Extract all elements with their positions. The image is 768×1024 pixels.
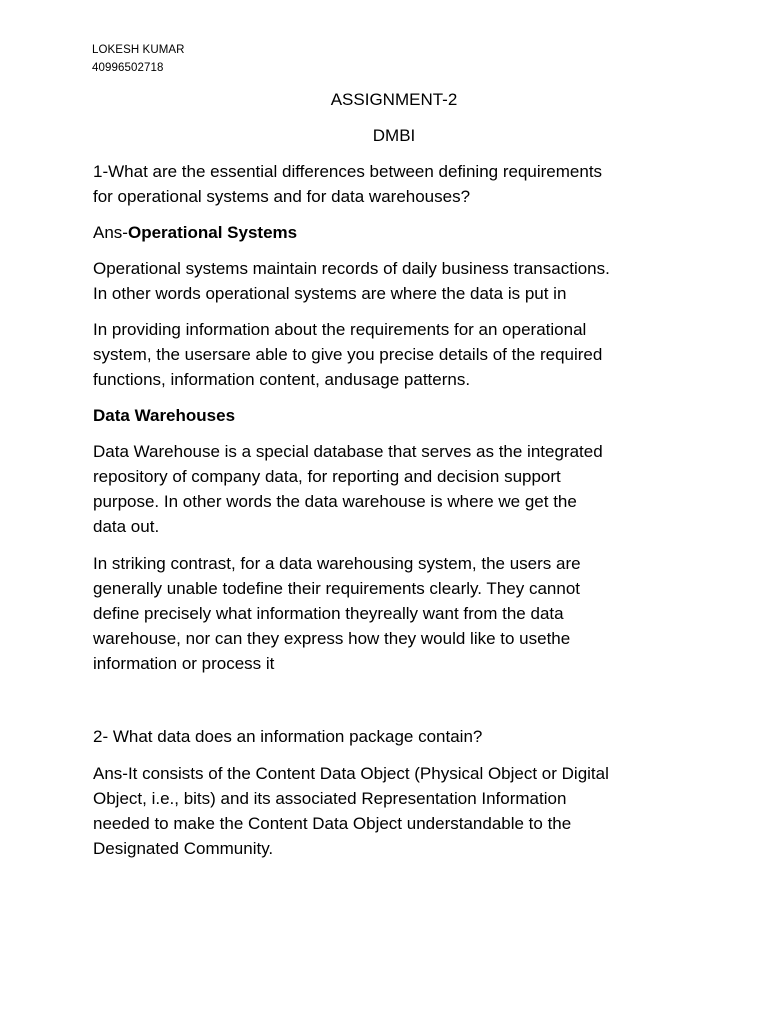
paragraph-line: data out.	[93, 517, 160, 536]
paragraph-line: warehouse, nor can they express how they would like to usethe	[93, 629, 571, 648]
question-2-line-1: 2- What data does an information package contain?	[93, 727, 483, 746]
paragraph-line: repository of company data, for reporting and decision support	[93, 467, 561, 486]
paragraph-line: In providing information about the requirements for an operational	[93, 320, 587, 339]
paragraph-line: information or process it	[93, 654, 275, 673]
paragraph-line: generally unable todefine their requirements clearly. They cannot	[93, 579, 580, 598]
paragraph-line: Data Warehouse is a special database that serves as the integrated	[93, 442, 603, 461]
paragraph-line: define precisely what information theyreally want from the data	[93, 604, 564, 623]
paragraph-line: Designated Community.	[93, 839, 274, 858]
paragraph-line: Ans-It consists of the Content Data Object (Physical Object or Digital	[93, 764, 609, 783]
paragraph-line: Object, i.e., bits) and its associated Representation Information	[93, 789, 567, 808]
paragraph-line: functions, information content, andusage patterns.	[93, 370, 471, 389]
question-1-line-2: for operational systems and for data warehouses?	[93, 187, 471, 206]
paragraph-line: In striking contrast, for a data warehousing system, the users are	[93, 554, 581, 573]
paragraph-line: In other words operational systems are where the data is put in	[93, 284, 567, 303]
author-name: LOKESH KUMAR	[92, 44, 185, 56]
question-1-line-1: 1-What are the essential differences between defining requirements	[93, 162, 603, 181]
assignment-title: ASSIGNMENT-2	[330, 90, 458, 109]
answer-1-heading	[93, 220, 693, 245]
roll-number: 40996502718	[92, 62, 164, 74]
operational-systems-heading: Operational Systems	[127, 223, 298, 242]
answer-prefix: Ans-	[93, 223, 128, 242]
paragraph-line: needed to make the Content Data Object understandable to the	[93, 814, 572, 833]
paragraph-line: Operational systems maintain records of daily business transactions.	[93, 259, 610, 278]
data-warehouses-heading: Data Warehouses	[93, 406, 236, 425]
paragraph-line: system, the usersare able to give you precise details of the required	[93, 345, 603, 364]
paragraph-line: purpose. In other words the data warehouse is where we get the	[93, 492, 577, 511]
subject-title: DMBI	[372, 126, 416, 145]
